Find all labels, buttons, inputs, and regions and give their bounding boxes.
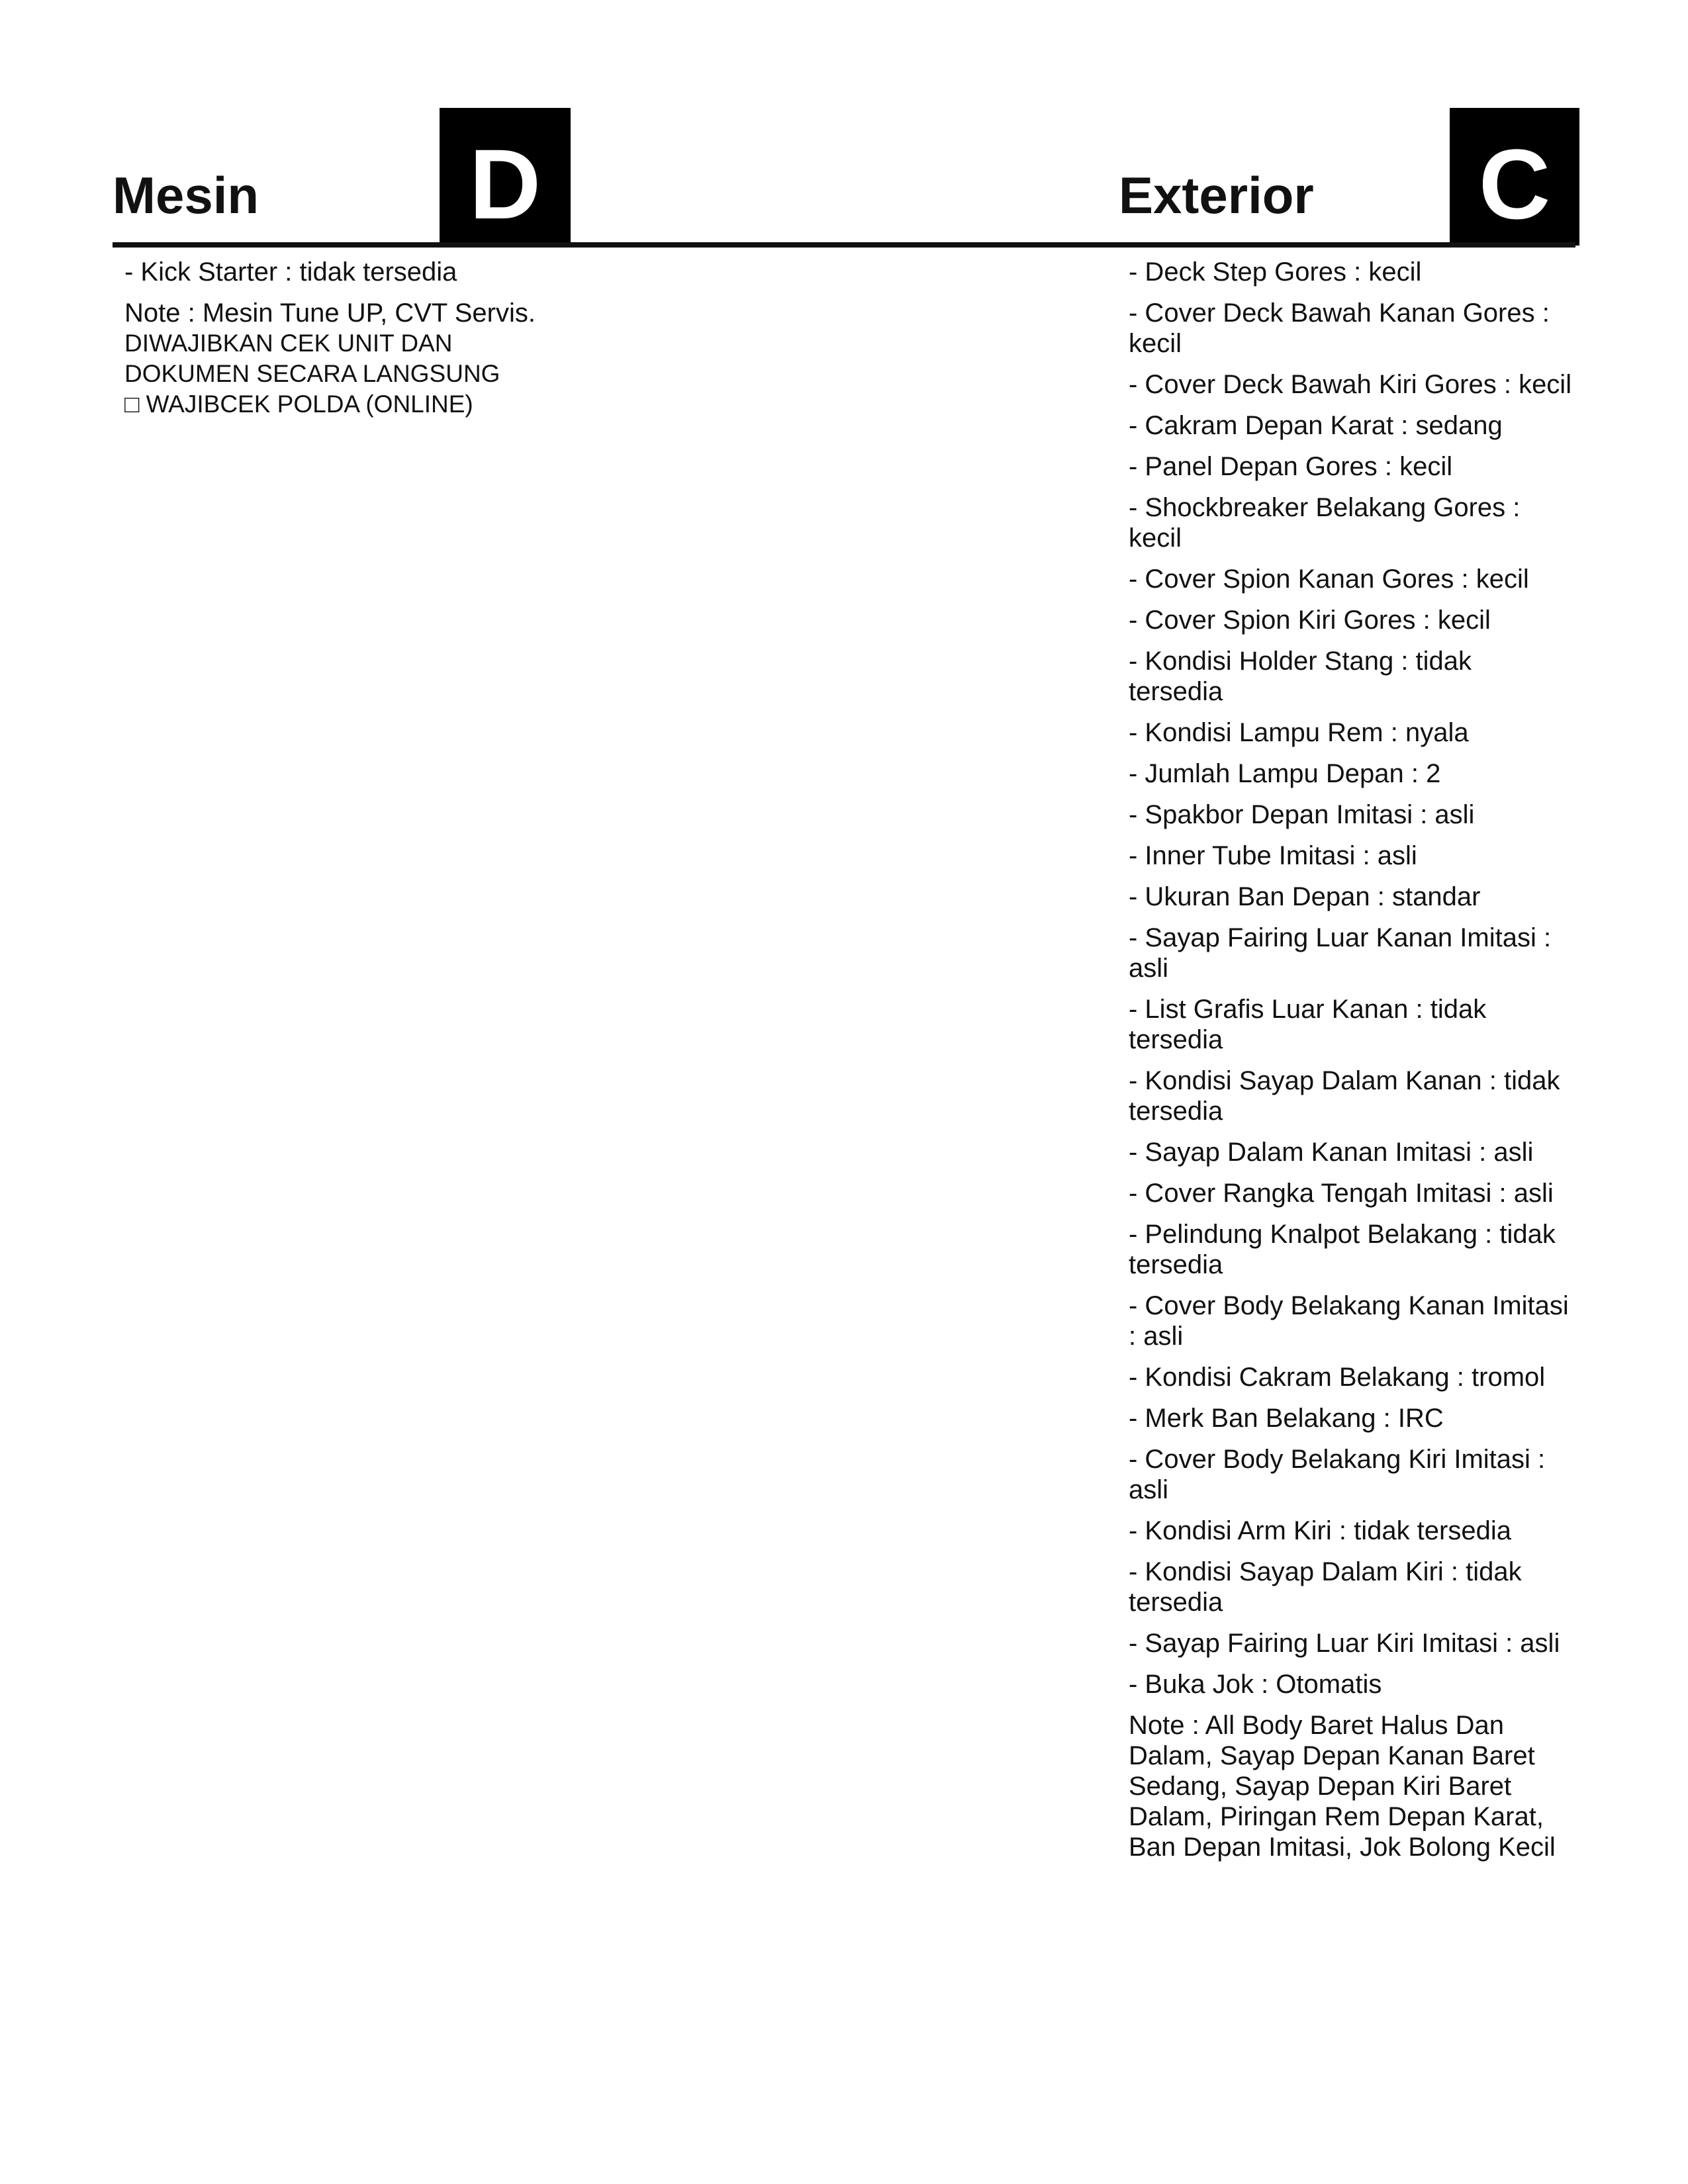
exterior-item: - Sayap Fairing Luar Kanan Imitasi : asli [1129, 923, 1552, 983]
exterior-item: - Cover Spion Kanan Gores : kecil [1129, 565, 1529, 594]
exterior-item: - Pelindung Knalpot Belakang : tidak tersedia [1129, 1220, 1556, 1279]
exterior-item: - Kondisi Sayap Dalam Kiri : tidak tersedia [1129, 1557, 1522, 1617]
mesin-item: - Kick Starter : tidak tersedia [124, 257, 457, 287]
header-divider [113, 242, 1575, 248]
exterior-item-list [1129, 257, 1572, 1700]
grade-badge-mesin: D [440, 108, 571, 246]
exterior-item: - Sayap Dalam Kanan Imitasi : asli [1129, 1138, 1534, 1167]
exterior-item: - Shockbreaker Belakang Gores : kecil [1129, 493, 1521, 553]
exterior-item: - Sayap Fairing Luar Kiri Imitasi : asli [1129, 1629, 1560, 1658]
section-title-mesin: Mesin [113, 166, 259, 224]
exterior-item: - Spakbor Depan Imitasi : asli [1129, 800, 1475, 829]
exterior-item: - Cover Rangka Tengah Imitasi : asli [1129, 1179, 1554, 1208]
mesin-note-line: Note : Mesin Tune UP, CVT Servis. [124, 298, 536, 328]
exterior-item: - Merk Ban Belakang : IRC [1129, 1404, 1444, 1433]
exterior-item: - Jumlah Lampu Depan : 2 [1129, 759, 1441, 788]
exterior-column [1129, 257, 1572, 1862]
exterior-item: - Kondisi Sayap Dalam Kanan : tidak tersedia [1129, 1066, 1560, 1126]
exterior-item: - Kondisi Lampu Rem : nyala [1129, 718, 1469, 747]
mesin-note-line: DOKUMEN SECARA LANGSUNG [124, 360, 500, 387]
exterior-note: Note : All Body Baret Halus Dan Dalam, Sayap Depan Kanan Baret Sedang, Sayap Depan Kiri Baret Dalam, Piringan Rem Depan Karat, Ban Depan Imitasi, Jok Bolong Kecil [1129, 1711, 1556, 1862]
exterior-item: - Cover Deck Bawah Kanan Gores : kecil [1129, 298, 1550, 358]
section-title-exterior: Exterior [1119, 166, 1314, 224]
exterior-item: - List Grafis Luar Kanan : tidak tersedia [1129, 995, 1487, 1054]
exterior-item: - Cover Spion Kiri Gores : kecil [1129, 606, 1491, 635]
mesin-note [124, 298, 588, 420]
mesin-note-line: DIWAJIBKAN CEK UNIT DAN [124, 330, 453, 357]
exterior-item: - Cover Body Belakang Kanan Imitasi : asli [1129, 1291, 1569, 1351]
exterior-item: - Cover Body Belakang Kiri Imitasi : asli [1129, 1445, 1546, 1504]
exterior-item: - Kondisi Cakram Belakang : tromol [1129, 1363, 1546, 1392]
exterior-item: - Cakram Depan Karat : sedang [1129, 411, 1503, 440]
grade-badge-exterior: C [1450, 108, 1579, 246]
exterior-item: - Kondisi Holder Stang : tidak tersedia [1129, 647, 1472, 706]
exterior-item: - Buka Jok : Otomatis [1129, 1670, 1382, 1699]
exterior-item: - Ukuran Ban Depan : standar [1129, 882, 1481, 911]
exterior-item: - Panel Depan Gores : kecil [1129, 452, 1453, 481]
mesin-note-line: □ WAJIBCEK POLDA (ONLINE) [124, 390, 473, 418]
exterior-item: - Deck Step Gores : kecil [1129, 257, 1422, 287]
mesin-column [124, 257, 588, 420]
exterior-item: - Cover Deck Bawah Kiri Gores : kecil [1129, 370, 1572, 399]
exterior-item: - Inner Tube Imitasi : asli [1129, 841, 1417, 870]
exterior-item: - Kondisi Arm Kiri : tidak tersedia [1129, 1516, 1511, 1545]
